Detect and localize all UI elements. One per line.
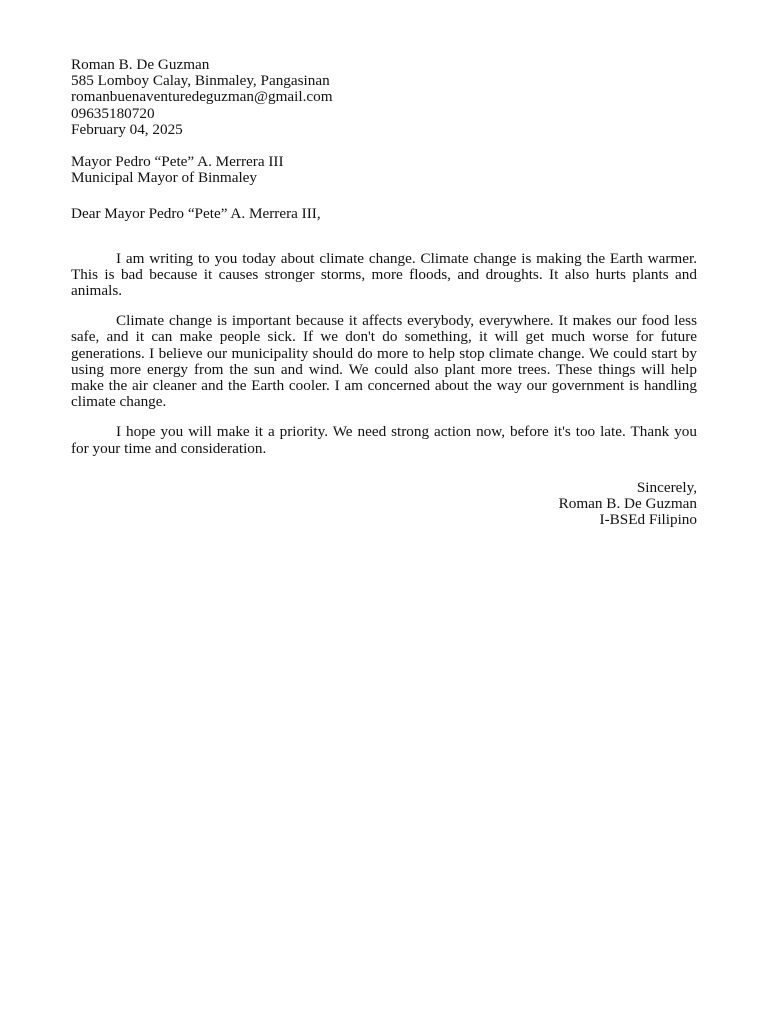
signature-title: I-BSEd Filipino xyxy=(599,511,697,529)
sender-phone: 09635180720 xyxy=(71,104,155,122)
valediction: Sincerely, xyxy=(636,478,697,496)
sender-block xyxy=(71,57,697,138)
salutation: Dear Mayor Pedro “Pete” A. Merrera III, xyxy=(71,205,321,223)
sender-email: romanbuenaventuredeguzman@gmail.com xyxy=(71,88,333,106)
recipient-block xyxy=(71,154,697,186)
body-paragraph-3: I hope you will make it a priority. We need strong action now, before it's too late. Thank you for your time and consideration. xyxy=(71,423,697,457)
letter-date: February 04, 2025 xyxy=(71,120,183,138)
recipient-title: Municipal Mayor of Binmaley xyxy=(71,169,258,187)
closing-block xyxy=(71,480,697,529)
signature-name: Roman B. De Guzman xyxy=(558,495,697,513)
recipient-name: Mayor Pedro “Pete” A. Merrera III xyxy=(71,153,284,171)
sender-address: 585 Lomboy Calay, Binmaley, Pangasinan xyxy=(71,72,330,90)
body-paragraph-2: Climate change is important because it affects everybody, everywhere. It makes our food less safe, and it can make people sick. If we don't do something, it will get much worse for future generations. I believe our municipality should do more to help stop climate change. We could start by using more energy from the sun and wind. We could also plant more trees. These things will help make the air cleaner and the Earth cooler. I am concerned about the way our government is handling climate change. xyxy=(71,312,697,411)
body-paragraph-1: I am writing to you today about climate change. Climate change is making the Earth warmer. This is bad because it causes stronger storms, more floods, and droughts. It also hurts plants and animals. xyxy=(71,249,697,300)
sender-name: Roman B. De Guzman xyxy=(71,56,210,73)
letter xyxy=(71,57,697,528)
